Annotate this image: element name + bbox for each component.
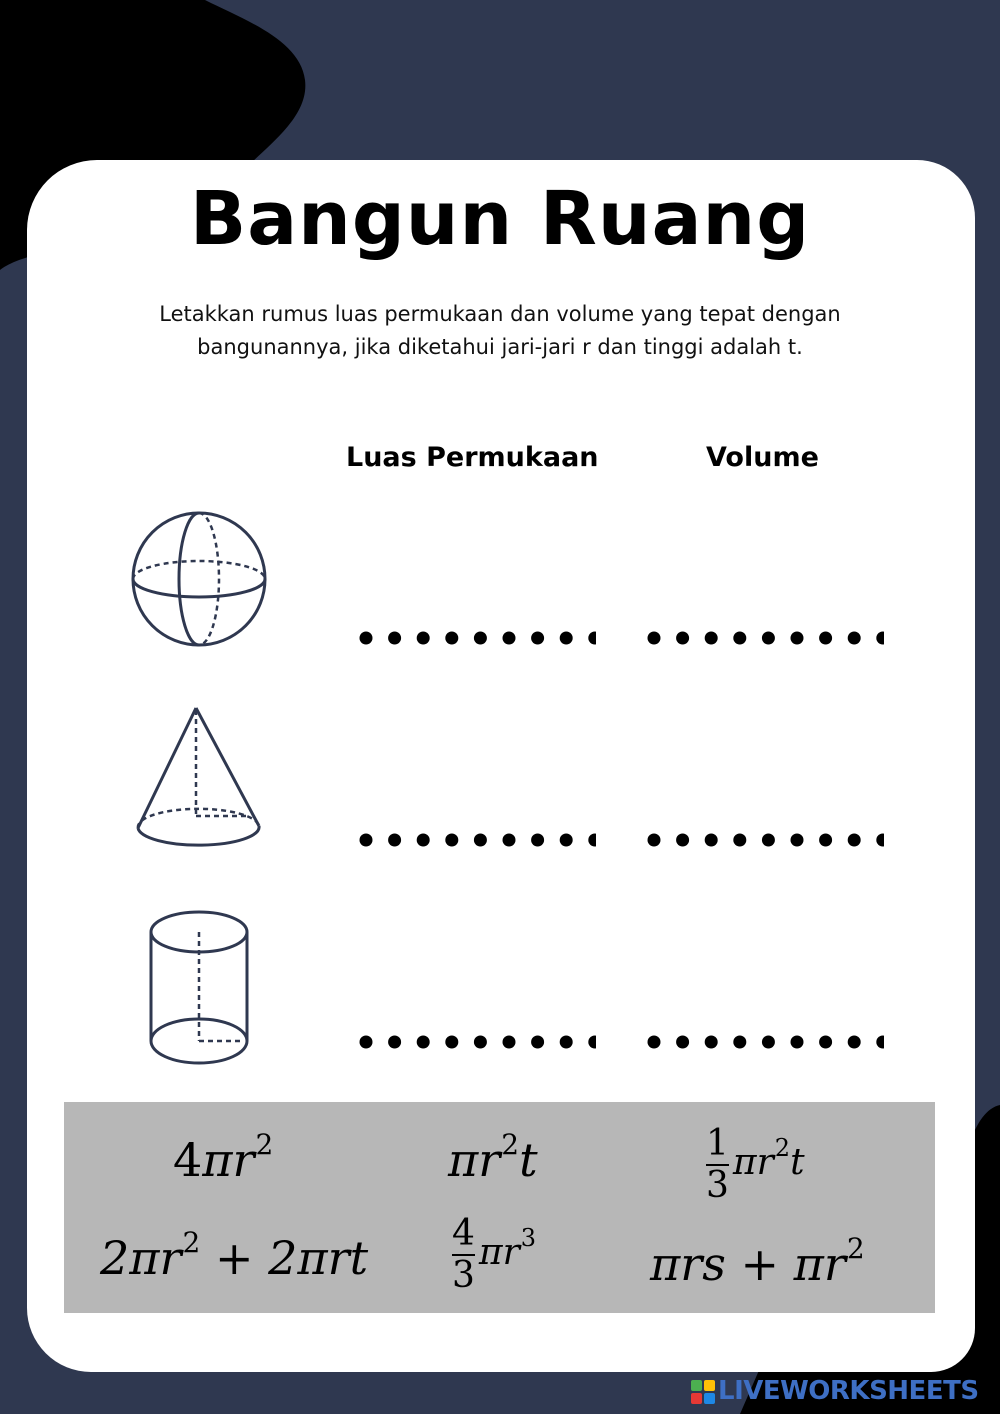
answer-dot [762,632,775,645]
answer-dot [676,632,689,645]
answer-dot [848,1036,861,1049]
answer-dot [791,632,804,645]
answer-dot [503,1036,516,1049]
answer-dot [588,632,596,645]
answer-dot [360,1036,373,1049]
answer-dot [676,834,689,847]
answer-dot [445,834,458,847]
formula-2pir2-2pirt[interactable]: $2\pi r^2 + 2\pi rt$ [100,1226,369,1285]
answer-dot [360,632,373,645]
fraction: $\frac{1}{3}$ [706,1123,729,1206]
answer-slot-cone-volume[interactable] [644,830,884,850]
answer-slot-cylinder-luas[interactable] [356,1032,596,1052]
answer-dot [388,632,401,645]
answer-dot [705,834,718,847]
answer-dot [588,1036,596,1049]
answer-dot [474,834,487,847]
answer-dot [648,1036,661,1049]
formula-4pir2[interactable]: $4\pi r^2$ [173,1128,274,1187]
fraction: $\frac{4}{3}$ [452,1213,475,1296]
answer-dot [762,1036,775,1049]
answer-dot [531,834,544,847]
answer-dot [474,632,487,645]
answer-dot [531,632,544,645]
answer-dot [388,1036,401,1049]
answer-dot [588,834,596,847]
answer-dot [733,834,746,847]
answer-dot [531,1036,544,1049]
answer-dot [388,834,401,847]
answer-dot [648,834,661,847]
answer-slot-sphere-luas[interactable] [356,628,596,648]
answer-dot [648,632,661,645]
cone-icon [134,702,264,852]
answer-dot [676,1036,689,1049]
instruction-text: Letakkan rumus luas permukaan dan volume yang tepat dengan bangunannya, jika diketahui jari-jari r dan tinggi adalah t. [159,302,841,359]
answer-dot [848,632,861,645]
answer-dot [819,834,832,847]
column-header-volume: Volume [706,442,819,473]
answer-dot [733,1036,746,1049]
answer-dot [705,632,718,645]
answer-dot [417,1036,430,1049]
answer-dot [560,632,573,645]
liveworksheets-logo-icon [690,1379,716,1405]
sphere-icon [128,508,270,650]
answer-dot [474,1036,487,1049]
page-title: Bangun Ruang [189,176,811,262]
answer-dot [819,632,832,645]
answer-dot [360,834,373,847]
formula-pir2t[interactable]: $\pi r^2t$ [448,1128,538,1187]
answer-dot [417,632,430,645]
formula-third-pir2t[interactable]: $\frac{1}{3}$ $\pi r^2t$ [706,1123,805,1206]
answer-dot [876,834,884,847]
cylinder-icon [146,904,252,1072]
formula-pirs-pir2[interactable]: $\pi rs + \pi r^2$ [650,1232,865,1291]
answer-dot [791,1036,804,1049]
answer-dot [762,834,775,847]
answer-dot [705,1036,718,1049]
column-header-luas: Luas Permukaan [346,442,599,473]
answer-dot [791,834,804,847]
answer-dot [733,632,746,645]
answer-dot [876,1036,884,1049]
liveworksheets-watermark: LIVEWORKSHEETS [690,1376,990,1406]
answer-dot [876,632,884,645]
answer-dot [445,1036,458,1049]
answer-dot [417,834,430,847]
formula-four-thirds-pir3[interactable]: $\frac{4}{3}$ $\pi r^3$ [452,1213,537,1296]
answer-dot [503,632,516,645]
answer-dot [819,1036,832,1049]
answer-slot-cylinder-volume[interactable] [644,1032,884,1052]
answer-dot [560,1036,573,1049]
answer-slot-sphere-volume[interactable] [644,628,884,648]
answer-dot [848,834,861,847]
answer-slot-cone-luas[interactable] [356,830,596,850]
answer-dot [445,632,458,645]
answer-dot [503,834,516,847]
answer-dot [560,834,573,847]
